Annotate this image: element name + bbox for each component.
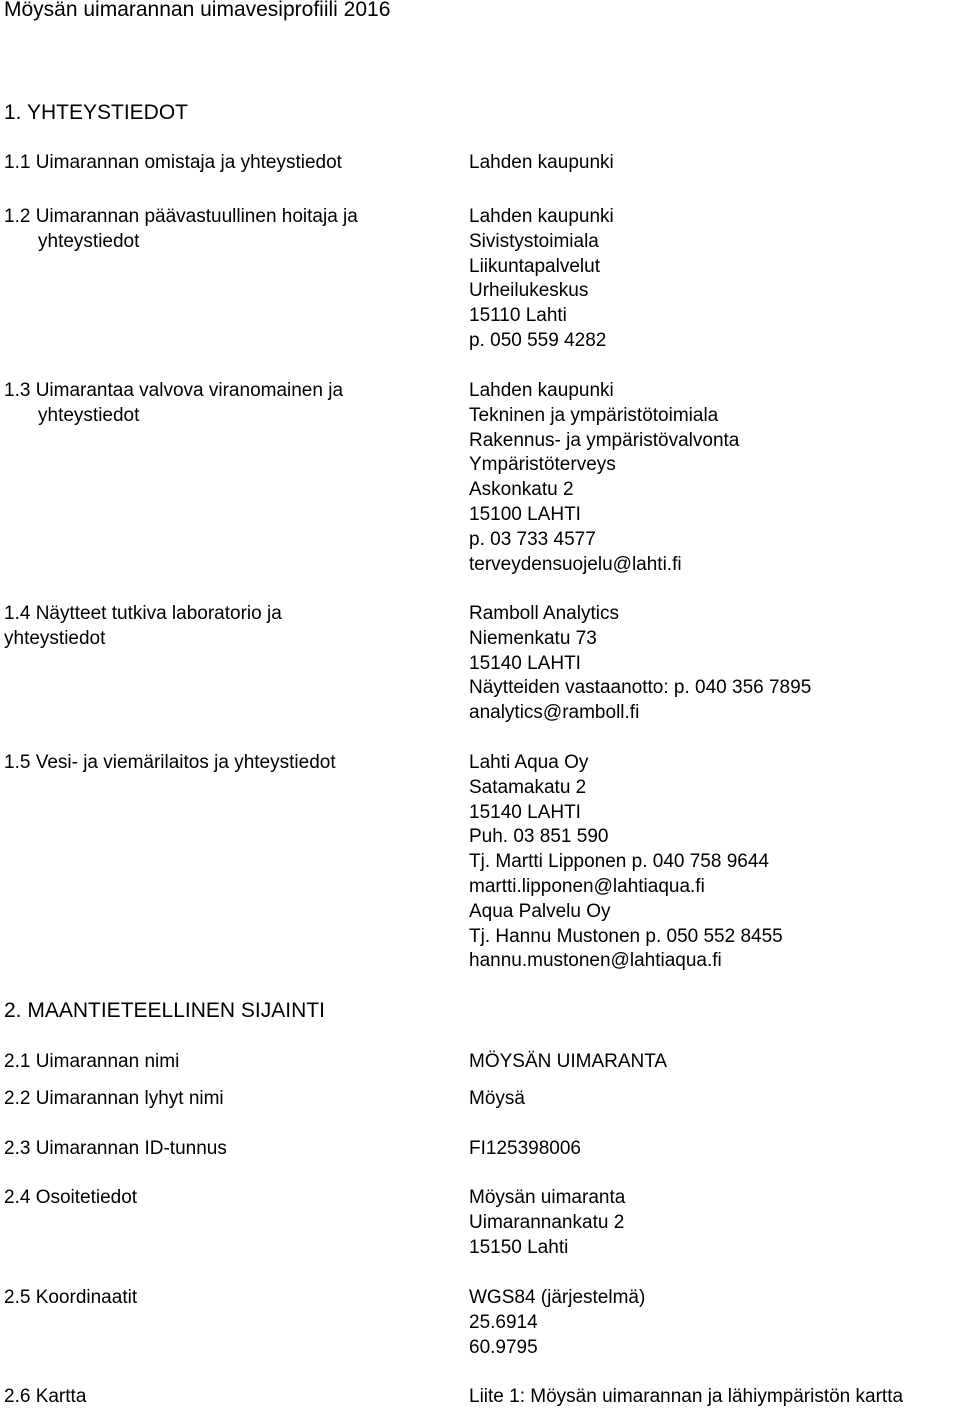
section-heading-location: 2. MAANTIETEELLINEN SIJAINTI <box>4 999 325 1022</box>
field-value-line: Tekninen ja ympäristötoimiala <box>469 404 719 426</box>
field-value-line: p. 050 559 4282 <box>469 329 607 351</box>
field-value-line: Ramboll Analytics <box>469 603 619 624</box>
field-value-authority <box>469 379 739 577</box>
field-value-line: martti.lipponen@lahtiaqua.fi <box>469 875 705 897</box>
field-value-line: Tj. Hannu Mustonen p. 050 552 8455 <box>469 925 783 947</box>
field-value-laboratory <box>469 602 811 726</box>
field-value-beach-name <box>469 1050 667 1075</box>
field-label-line: yhteystiedot <box>4 627 106 649</box>
field-value-line: Möysän uimaranta <box>469 1187 626 1208</box>
field-label-line: 2.5 Koordinaatit <box>4 1287 138 1308</box>
field-label-line: 1.2 Uimarannan päävastuullinen hoitaja ja <box>4 206 358 227</box>
field-label-line: 2.3 Uimarannan ID-tunnus <box>4 1138 227 1159</box>
field-label-coordinates <box>4 1286 137 1311</box>
field-label-line: 1.1 Uimarannan omistaja ja yhteystiedot <box>4 152 342 173</box>
field-value-line: terveydensuojelu@lahti.fi <box>469 553 682 575</box>
field-label-authority <box>4 379 343 429</box>
field-value-line: Puh. 03 851 590 <box>469 826 609 848</box>
field-label-map <box>4 1385 86 1410</box>
field-label-line: yhteystiedot <box>38 404 140 426</box>
field-label-line: 2.2 Uimarannan lyhyt nimi <box>4 1088 224 1109</box>
field-value-line: 15110 Lahti <box>469 305 567 327</box>
field-value-line: analytics@ramboll.fi <box>469 702 640 724</box>
field-label-maintainer <box>4 205 358 255</box>
field-value-owner <box>469 151 614 176</box>
field-value-line: Liikuntapalvelut <box>469 255 600 277</box>
field-value-line: Lahden kaupunki <box>469 206 614 227</box>
field-value-line: 25.6914 <box>469 1311 538 1333</box>
field-value-line: Möysä <box>469 1088 525 1109</box>
field-value-line: Ympäristöterveys <box>469 454 616 476</box>
field-value-short-name <box>469 1087 525 1112</box>
field-value-line: FI125398006 <box>469 1138 581 1159</box>
field-value-coordinates <box>469 1286 645 1360</box>
field-label-beach-name <box>4 1050 179 1075</box>
field-label-address <box>4 1186 137 1211</box>
field-value-line: Lahti Aqua Oy <box>469 752 589 773</box>
field-label-short-name <box>4 1087 224 1112</box>
field-label-water-utility <box>4 751 336 776</box>
field-value-line: Urheilukeskus <box>469 280 589 302</box>
field-label-laboratory <box>4 602 282 652</box>
field-label-line: 2.1 Uimarannan nimi <box>4 1051 180 1072</box>
field-value-line: Tj. Martti Lipponen p. 040 758 9644 <box>469 851 769 873</box>
field-value-line: 60.9795 <box>469 1336 538 1358</box>
field-value-line: MÖYSÄN UIMARANTA <box>469 1051 668 1072</box>
field-label-line: 1.3 Uimarantaa valvova viranomainen ja <box>4 380 344 401</box>
field-value-line: 15150 Lahti <box>469 1236 569 1258</box>
field-value-map <box>469 1385 903 1410</box>
field-value-beach-id <box>469 1137 581 1162</box>
field-value-line: 15140 LAHTI <box>469 652 581 674</box>
field-value-line: WGS84 (järjestelmä) <box>469 1287 646 1308</box>
field-value-line: Näytteiden vastaanotto: p. 040 356 7895 <box>469 677 812 699</box>
field-value-line: 15100 LAHTI <box>469 503 581 525</box>
field-value-address <box>469 1186 625 1260</box>
field-value-line: Lahden kaupunki <box>469 152 614 173</box>
field-label-line: 1.5 Vesi- ja viemärilaitos ja yhteystiedot <box>4 752 336 773</box>
field-value-line: Askonkatu 2 <box>469 479 574 501</box>
field-value-line: Rakennus- ja ympäristövalvonta <box>469 429 740 451</box>
field-value-water-utility <box>469 751 783 974</box>
field-value-line: Satamakatu 2 <box>469 776 587 798</box>
field-label-line: 2.4 Osoitetiedot <box>4 1187 138 1208</box>
field-value-line: p. 03 733 4577 <box>469 528 596 550</box>
field-label-beach-id <box>4 1137 227 1162</box>
field-value-line: Aqua Palvelu Oy <box>469 900 611 922</box>
field-label-line: 2.6 Kartta <box>4 1386 87 1407</box>
field-label-line: yhteystiedot <box>38 230 140 252</box>
field-value-line: Niemenkatu 73 <box>469 627 597 649</box>
field-value-line: Liite 1: Möysän uimarannan ja lähiympäristön kartta <box>469 1386 904 1407</box>
field-label-line: 1.4 Näytteet tutkiva laboratorio ja <box>4 603 282 624</box>
section-heading-contacts: 1. YHTEYSTIEDOT <box>4 101 188 124</box>
field-value-line: 15140 LAHTI <box>469 801 581 823</box>
field-label-owner <box>4 151 342 176</box>
field-value-line: Sivistystoimiala <box>469 230 599 252</box>
field-value-line: Lahden kaupunki <box>469 380 614 401</box>
document-title: Möysän uimarannan uimavesiprofiili 2016 <box>4 0 391 21</box>
field-value-maintainer <box>469 205 614 354</box>
field-value-line: Uimarannankatu 2 <box>469 1211 625 1233</box>
field-value-line: hannu.mustonen@lahtiaqua.fi <box>469 950 722 972</box>
